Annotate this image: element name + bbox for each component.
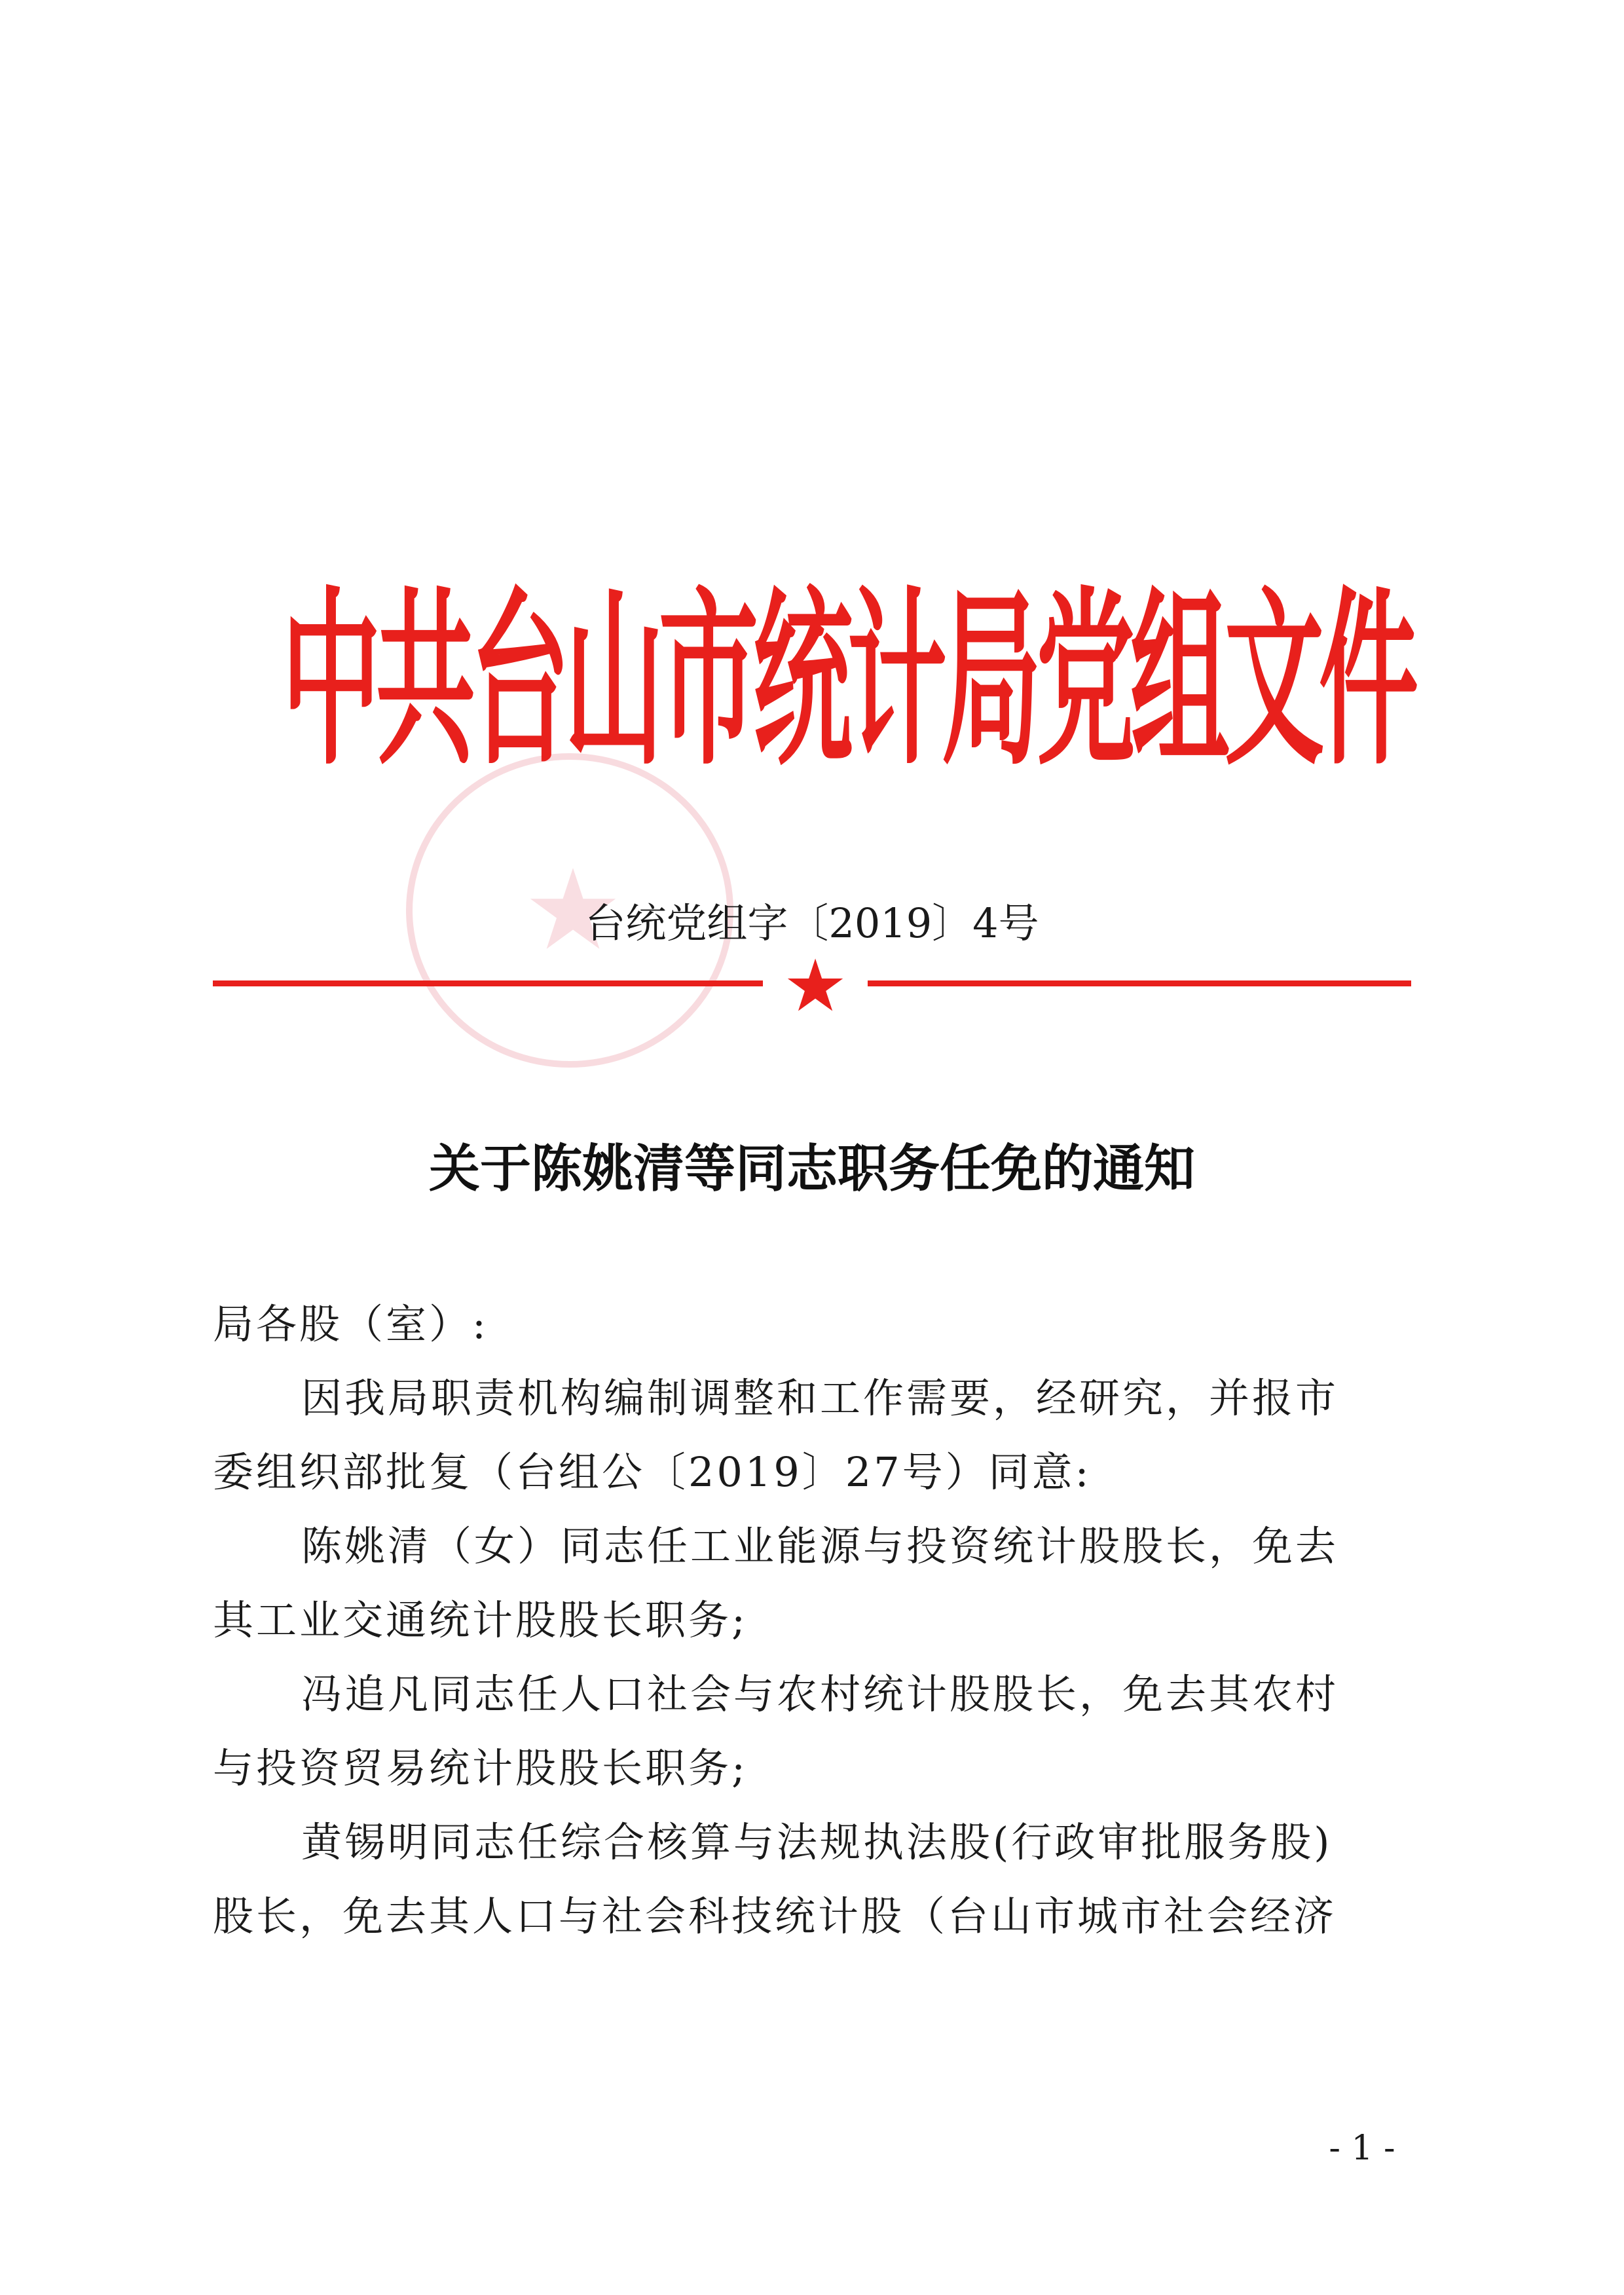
body-line: 委组织部批复（台组公〔2019〕27号）同意:: [213, 1448, 1092, 1496]
document-masthead: 中共台山市统计局党组文件: [282, 570, 1413, 791]
red-divider-left: [213, 980, 763, 986]
salutation: 局各股（室）:: [213, 1300, 489, 1348]
seal-star-icon: ★: [523, 846, 623, 975]
body-line: 与投资贸易统计股股长职务;: [213, 1744, 748, 1792]
body-line: 其工业交通统计股股长职务;: [213, 1596, 748, 1644]
star-icon: ★: [783, 944, 848, 1028]
red-divider-right: [868, 980, 1411, 986]
page-number: - 1 -: [1329, 2129, 1395, 2168]
notice-body: [213, 1287, 1411, 1953]
body-line: 黄锡明同志任综合核算与法规执法股(行政审批服务股): [301, 1818, 1333, 1866]
body-line: 陈姚清（女）同志任工业能源与投资统计股股长，免去: [301, 1522, 1339, 1570]
document-number: 台统党组字〔2019〕4号: [585, 899, 1039, 947]
body-line: 股长，免去其人口与社会科技统计股（台山市城市社会经济: [213, 1892, 1337, 1940]
body-line: 冯追凡同志任人口社会与农村统计股股长，免去其农村: [301, 1670, 1339, 1718]
body-line: 因我局职责机构编制调整和工作需要，经研究，并报市: [301, 1374, 1339, 1422]
notice-title: 关于陈姚清等同志职务任免的通知: [428, 1139, 1195, 1199]
